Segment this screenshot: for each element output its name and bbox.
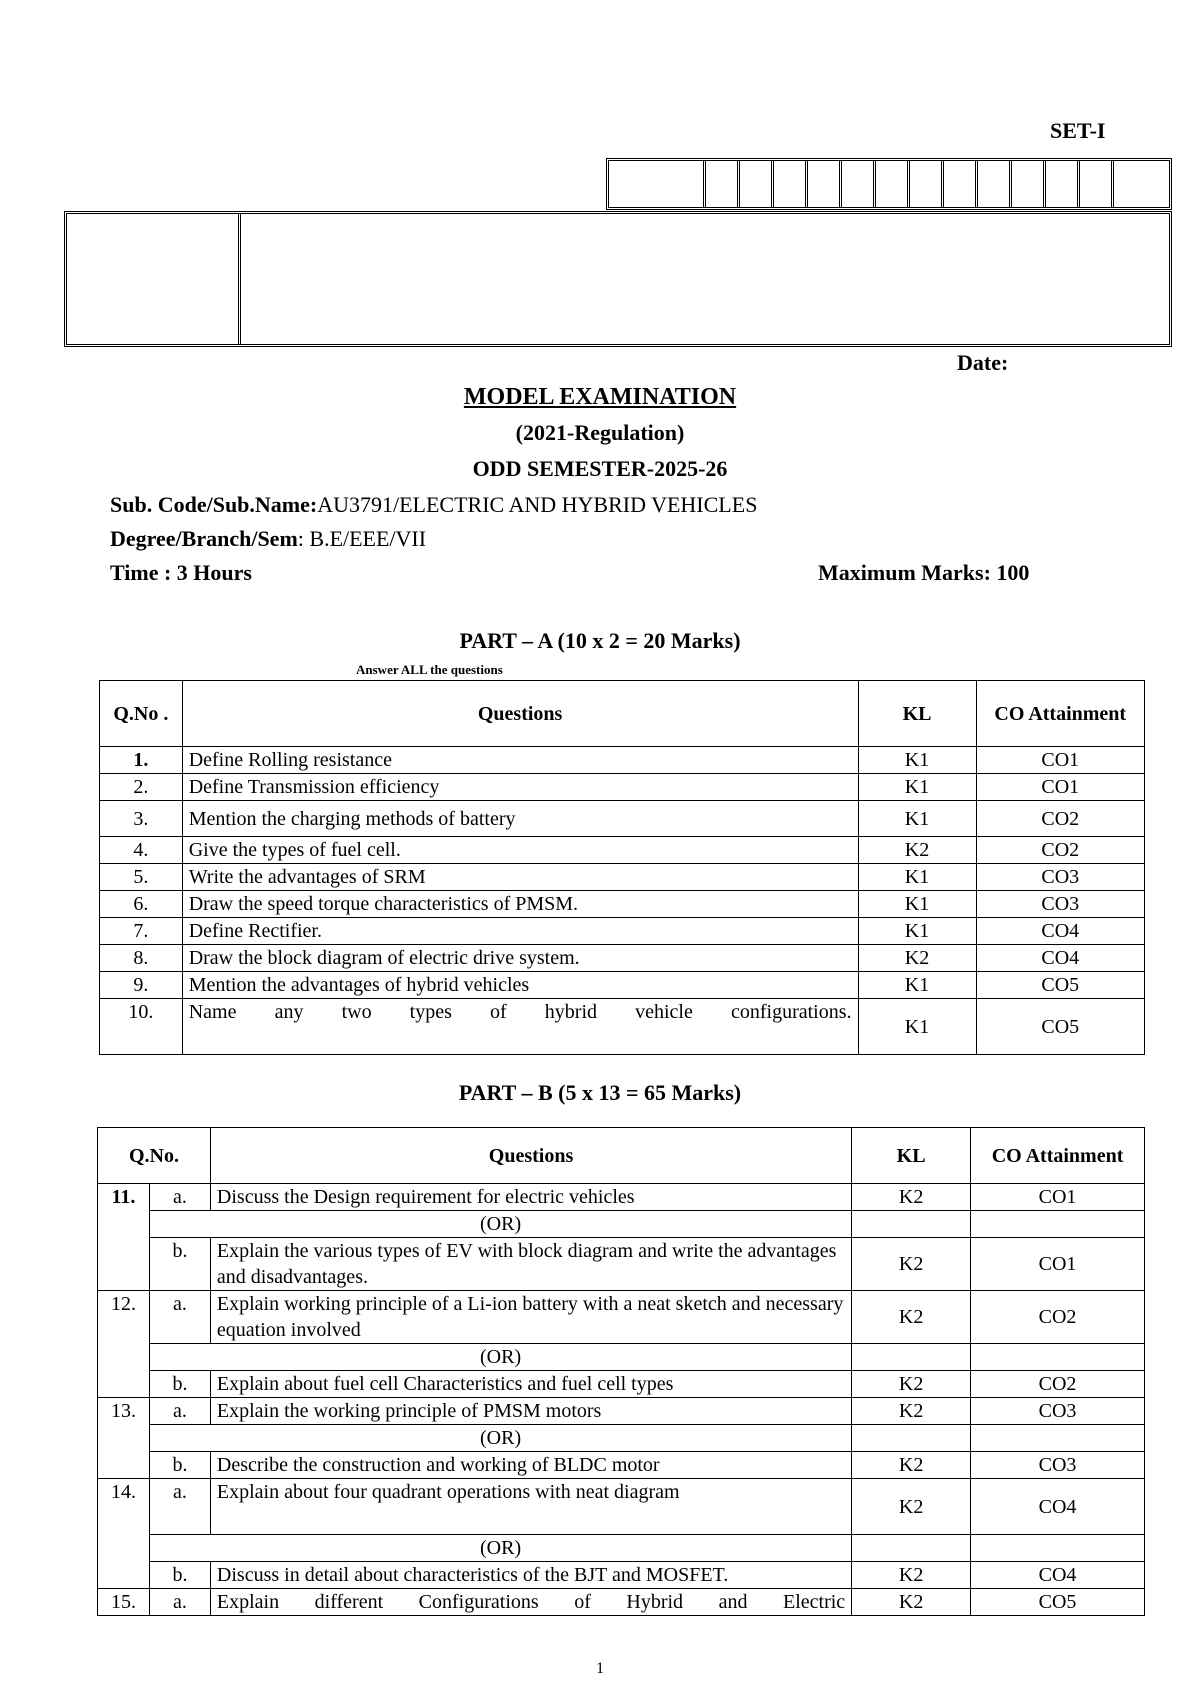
q-kl: K2 bbox=[852, 1184, 971, 1211]
q-kl: K1 bbox=[858, 864, 976, 891]
q-text: Mention the advantages of hybrid vehicles bbox=[182, 972, 858, 999]
table-row bbox=[98, 1562, 1145, 1589]
q-co: CO3 bbox=[971, 1398, 1145, 1425]
q-co: CO4 bbox=[976, 945, 1144, 972]
empty-cell bbox=[852, 1344, 971, 1371]
q-text: Define Rectifier. bbox=[182, 918, 858, 945]
q-text-justified: Name any two types of hybrid vehicle configurations. bbox=[188, 1001, 852, 1023]
q-co: CO2 bbox=[971, 1371, 1145, 1398]
date-label: Date: bbox=[957, 350, 1009, 375]
col-kl: KL bbox=[858, 681, 976, 747]
q-text: Define Rolling resistance bbox=[182, 747, 858, 774]
part-a-instruction: Answer ALL the questions bbox=[356, 662, 503, 677]
q-sub: a. bbox=[149, 1589, 210, 1616]
q-text: Draw the speed torque characteristics of PMSM. bbox=[182, 891, 858, 918]
reg-box bbox=[808, 161, 842, 207]
q-co: CO5 bbox=[971, 1589, 1145, 1616]
table-header-row bbox=[100, 681, 1145, 747]
col-qno: Q.No . bbox=[100, 681, 183, 747]
q-no: 8. bbox=[100, 945, 183, 972]
q-no: 6. bbox=[100, 891, 183, 918]
q-text-justified: Explain different Configurations of Hybrid and Electric bbox=[216, 1591, 846, 1613]
table-row bbox=[100, 747, 1145, 774]
q-kl: K2 bbox=[858, 945, 976, 972]
col-questions: Questions bbox=[210, 1128, 851, 1184]
q-co: CO3 bbox=[971, 1452, 1145, 1479]
regulation: (2021-Regulation) bbox=[515, 420, 685, 445]
q-kl: K2 bbox=[852, 1589, 971, 1616]
q-no: 5. bbox=[100, 864, 183, 891]
q-no: 10. bbox=[100, 999, 183, 1055]
table-row bbox=[98, 1371, 1145, 1398]
reg-box bbox=[609, 161, 706, 207]
header-box bbox=[64, 211, 1172, 347]
col-kl: KL bbox=[852, 1128, 971, 1184]
table-row bbox=[100, 972, 1145, 999]
empty-cell bbox=[852, 1211, 971, 1238]
q-no: 11. bbox=[98, 1184, 150, 1291]
q-kl: K1 bbox=[858, 918, 976, 945]
empty-cell bbox=[852, 1425, 971, 1452]
q-co: CO1 bbox=[976, 774, 1144, 801]
table-row bbox=[100, 801, 1145, 837]
q-kl: K1 bbox=[858, 774, 976, 801]
q-kl: K2 bbox=[852, 1398, 971, 1425]
exam-title: MODEL EXAMINATION bbox=[463, 384, 737, 410]
table-row bbox=[100, 891, 1145, 918]
table-row bbox=[100, 864, 1145, 891]
q-no: 3. bbox=[100, 801, 183, 837]
or-label: (OR) bbox=[149, 1425, 851, 1452]
q-no: 12. bbox=[98, 1291, 150, 1398]
table-row bbox=[100, 999, 1145, 1055]
q-kl: K1 bbox=[858, 891, 976, 918]
reg-box bbox=[978, 161, 1012, 207]
q-co: CO1 bbox=[976, 747, 1144, 774]
or-row bbox=[98, 1344, 1145, 1371]
col-co: CO Attainment bbox=[976, 681, 1144, 747]
or-label: (OR) bbox=[149, 1344, 851, 1371]
q-no: 9. bbox=[100, 972, 183, 999]
q-kl: K2 bbox=[852, 1479, 971, 1535]
q-kl: K2 bbox=[852, 1562, 971, 1589]
q-co: CO5 bbox=[976, 972, 1144, 999]
set-label: SET-I bbox=[1050, 118, 1106, 143]
q-text: Explain about fuel cell Characteristics and fuel cell types bbox=[210, 1371, 851, 1398]
q-text: Explain the working principle of PMSM motors bbox=[210, 1398, 851, 1425]
reg-box bbox=[944, 161, 978, 207]
q-co: CO5 bbox=[976, 999, 1144, 1055]
q-text: Define Transmission efficiency bbox=[182, 774, 858, 801]
q-sub: b. bbox=[149, 1562, 210, 1589]
col-co: CO Attainment bbox=[971, 1128, 1145, 1184]
q-text bbox=[182, 999, 858, 1055]
table-row bbox=[98, 1398, 1145, 1425]
table-header-row bbox=[98, 1128, 1145, 1184]
q-co: CO2 bbox=[976, 801, 1144, 837]
or-row bbox=[98, 1211, 1145, 1238]
table-row bbox=[98, 1479, 1145, 1535]
q-kl: K2 bbox=[852, 1291, 971, 1344]
q-text: Explain about four quadrant operations with neat diagram bbox=[210, 1479, 851, 1535]
q-text: Describe the construction and working of BLDC motor bbox=[210, 1452, 851, 1479]
q-kl: K1 bbox=[858, 747, 976, 774]
table-row bbox=[98, 1184, 1145, 1211]
q-co: CO3 bbox=[976, 864, 1144, 891]
register-number-boxes bbox=[606, 158, 1172, 210]
reg-box bbox=[706, 161, 740, 207]
empty-cell bbox=[971, 1211, 1145, 1238]
q-text: Explain working principle of a Li-ion battery with a neat sketch and necessary equation involved bbox=[210, 1291, 851, 1344]
q-no: 1. bbox=[100, 747, 183, 774]
reg-box bbox=[1114, 161, 1169, 207]
or-label: (OR) bbox=[149, 1211, 851, 1238]
table-row bbox=[100, 774, 1145, 801]
q-text: Write the advantages of SRM bbox=[182, 864, 858, 891]
empty-cell bbox=[852, 1535, 971, 1562]
q-sub: a. bbox=[149, 1291, 210, 1344]
q-kl: K1 bbox=[858, 972, 976, 999]
table-row bbox=[98, 1452, 1145, 1479]
q-co: CO2 bbox=[976, 837, 1144, 864]
q-kl: K2 bbox=[858, 837, 976, 864]
subject-value: AU3791/ELECTRIC AND HYBRID VEHICLES bbox=[317, 492, 758, 517]
q-kl: K1 bbox=[858, 801, 976, 837]
q-text: Discuss in detail about characteristics of the BJT and MOSFET. bbox=[210, 1562, 851, 1589]
q-text: Explain the various types of EV with block diagram and write the advantages and disadvantages. bbox=[210, 1238, 851, 1291]
subject-line bbox=[110, 492, 757, 518]
q-sub: b. bbox=[149, 1452, 210, 1479]
q-no: 2. bbox=[100, 774, 183, 801]
q-no: 7. bbox=[100, 918, 183, 945]
reg-box bbox=[876, 161, 910, 207]
reg-box bbox=[1046, 161, 1080, 207]
q-sub: b. bbox=[149, 1238, 210, 1291]
time-label: Time : 3 Hours bbox=[110, 560, 252, 585]
degree-value: : B.E/EEE/VII bbox=[297, 526, 427, 551]
or-row bbox=[98, 1425, 1145, 1452]
q-text bbox=[210, 1589, 851, 1616]
q-text: Give the types of fuel cell. bbox=[182, 837, 858, 864]
q-text: Mention the charging methods of battery bbox=[182, 801, 858, 837]
q-no: 15. bbox=[98, 1589, 150, 1616]
q-kl: K1 bbox=[858, 999, 976, 1055]
logo-cell bbox=[67, 214, 241, 344]
or-row bbox=[98, 1535, 1145, 1562]
table-row bbox=[98, 1291, 1145, 1344]
reg-box bbox=[740, 161, 774, 207]
reg-box bbox=[910, 161, 944, 207]
page-number: 1 bbox=[596, 1660, 604, 1677]
max-marks: Maximum Marks: 100 bbox=[818, 560, 1030, 585]
part-b-table bbox=[97, 1127, 1145, 1616]
q-no: 13. bbox=[98, 1398, 150, 1479]
empty-cell bbox=[971, 1535, 1145, 1562]
q-sub: a. bbox=[149, 1398, 210, 1425]
degree-line bbox=[110, 526, 426, 552]
degree-label: Degree/Branch/Sem bbox=[110, 526, 298, 551]
reg-box bbox=[774, 161, 808, 207]
q-text: Draw the block diagram of electric drive system. bbox=[182, 945, 858, 972]
empty-cell bbox=[971, 1344, 1145, 1371]
reg-box bbox=[1080, 161, 1114, 207]
or-label: (OR) bbox=[149, 1535, 851, 1562]
q-co: CO4 bbox=[971, 1479, 1145, 1535]
table-row bbox=[100, 918, 1145, 945]
q-co: CO2 bbox=[971, 1291, 1145, 1344]
q-no: 4. bbox=[100, 837, 183, 864]
q-co: CO4 bbox=[971, 1562, 1145, 1589]
q-sub: a. bbox=[149, 1184, 210, 1211]
q-text: Discuss the Design requirement for electric vehicles bbox=[210, 1184, 851, 1211]
col-qno: Q.No. bbox=[98, 1128, 211, 1184]
q-co: CO3 bbox=[976, 891, 1144, 918]
part-a-heading: PART – A (10 x 2 = 20 Marks) bbox=[459, 628, 741, 653]
q-kl: K2 bbox=[852, 1238, 971, 1291]
part-a-table bbox=[99, 680, 1145, 1055]
semester: ODD SEMESTER-2025-26 bbox=[472, 456, 728, 481]
empty-cell bbox=[971, 1425, 1145, 1452]
q-co: CO4 bbox=[976, 918, 1144, 945]
q-no: 14. bbox=[98, 1479, 150, 1589]
institution-cell bbox=[241, 214, 1169, 344]
table-row bbox=[100, 837, 1145, 864]
table-row bbox=[98, 1589, 1145, 1616]
reg-box bbox=[1012, 161, 1046, 207]
q-co: CO1 bbox=[971, 1238, 1145, 1291]
q-kl: K2 bbox=[852, 1452, 971, 1479]
table-row bbox=[100, 945, 1145, 972]
subject-label: Sub. Code/Sub.Name: bbox=[110, 492, 318, 517]
q-kl: K2 bbox=[852, 1371, 971, 1398]
table-row bbox=[98, 1238, 1145, 1291]
part-b-heading: PART – B (5 x 13 = 65 Marks) bbox=[458, 1080, 742, 1105]
col-questions: Questions bbox=[182, 681, 858, 747]
q-sub: b. bbox=[149, 1371, 210, 1398]
reg-box bbox=[842, 161, 876, 207]
q-co: CO1 bbox=[971, 1184, 1145, 1211]
q-sub: a. bbox=[149, 1479, 210, 1535]
